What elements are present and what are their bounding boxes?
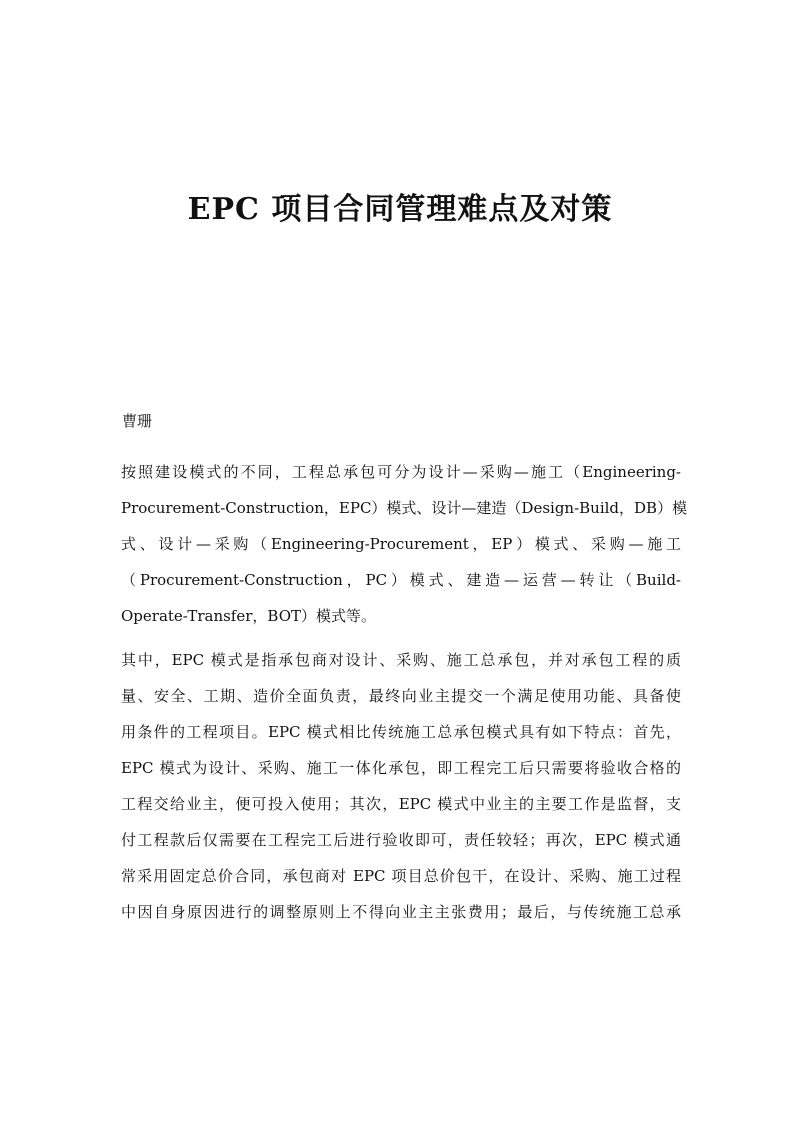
text-line: 中因自身原因进行的调整原则上不得向业主主张费用；最后，与传统施工总承: [121, 903, 681, 921]
text-line: Procurement-Construction，EPC）模式、设计—建造（Design-Build，DB）模: [121, 499, 688, 517]
author-name: 曹珊: [122, 412, 153, 430]
text-line: 按照建设模式的不同，工程总承包可分为设计—采购—施工（Engineering-: [121, 463, 681, 481]
document-title: EPC 项目合同管理难点及对策: [187, 192, 613, 227]
paragraph-1: [121, 454, 688, 634]
text-line: 工程交给业主，便可投入使用；其次，EPC 模式中业主的主要工作是监督，支: [121, 795, 681, 813]
text-line: EPC 模式为设计、采购、施工一体化承包，即工程完工后只需要将验收合格的: [121, 759, 681, 777]
document-body: [121, 454, 688, 938]
text-line: 常采用固定总价合同，承包商对 EPC 项目总价包干，在设计、采购、施工过程: [121, 867, 681, 885]
text-line: 用条件的工程项目。EPC 模式相比传统施工总承包模式具有如下特点：首先，: [121, 723, 681, 741]
text-line: 式、设计—采购（Engineering-Procurement，EP）模式、采购—施工: [121, 535, 681, 553]
text-line: 付工程款后仅需要在工程完工后进行验收即可，责任较轻；再次，EPC 模式通: [121, 831, 681, 849]
paragraph-2: [121, 642, 681, 930]
text-line: 量、安全、工期、造价全面负责，最终向业主提交一个满足使用功能、具备使: [121, 687, 681, 705]
text-line: （Procurement-Construction，PC）模式、建造—运营—转让（Build-: [121, 571, 681, 589]
text-line: 其中，EPC 模式是指承包商对设计、采购、施工总承包，并对承包工程的质: [121, 651, 681, 669]
text-line: Operate-Transfer，BOT）模式等。: [121, 607, 377, 625]
